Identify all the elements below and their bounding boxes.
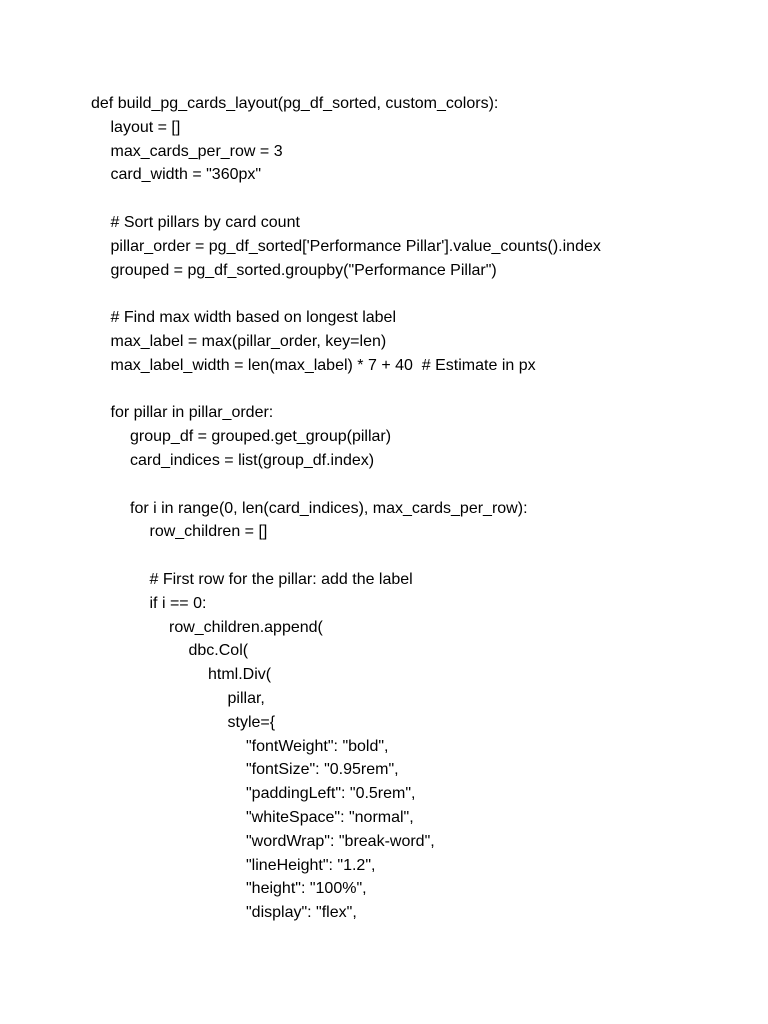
code-line: grouped = pg_df_sorted.groupby("Performance Pillar"): [110, 261, 497, 279]
code-line: html.Div(: [208, 666, 272, 684]
code-comment: # First row for the pillar: add the label: [149, 570, 413, 588]
code-comment: # Find max width based on longest label: [110, 309, 397, 327]
code-line: if i == 0:: [149, 594, 207, 612]
code-line: def build_pg_cards_layout(pg_df_sorted, custom_colors):: [91, 95, 499, 112]
code-line: "paddingLeft": "0.5rem",: [246, 785, 416, 803]
code-line: "fontWeight": "bold",: [246, 737, 389, 755]
code-line: "fontSize": "0.95rem",: [246, 761, 399, 779]
code-line: group_df = grouped.get_group(pillar): [130, 428, 392, 446]
code-line: "wordWrap": "break-word",: [246, 832, 435, 850]
code-line: for i in range(0, len(card_indices), max_cards_per_row):: [130, 499, 528, 517]
code-line: pillar_order = pg_df_sorted['Performance Pillar'].value_counts().index: [110, 237, 601, 255]
code-line: max_label_width = len(max_label) * 7 + 40 # Estimate in px: [110, 356, 536, 374]
code-line: row_children.append(: [169, 618, 323, 636]
blank-line: [91, 282, 601, 306]
blank-line: [91, 187, 601, 211]
blank-line: [91, 378, 601, 402]
code-line: for pillar in pillar_order:: [110, 404, 274, 422]
code-listing: [91, 92, 601, 925]
code-line: row_children = []: [149, 523, 268, 541]
code-line: card_width = "360px": [110, 166, 262, 184]
blank-line: [91, 473, 601, 497]
code-line: "display": "flex",: [246, 904, 357, 922]
code-line: "height": "100%",: [246, 880, 367, 898]
code-line: max_cards_per_row = 3: [110, 142, 283, 160]
code-line: "whiteSpace": "normal",: [246, 808, 414, 826]
code-line: dbc.Col(: [188, 642, 249, 660]
code-line: style={: [227, 713, 276, 731]
code-line: card_indices = list(group_df.index): [130, 451, 375, 469]
code-line: layout = []: [110, 118, 181, 136]
blank-line: [91, 544, 601, 568]
code-comment: # Sort pillars by card count: [110, 213, 300, 231]
code-line: max_label = max(pillar_order, key=len): [110, 332, 387, 350]
code-line: "lineHeight": "1.2",: [246, 856, 376, 874]
code-line: pillar,: [227, 689, 265, 707]
